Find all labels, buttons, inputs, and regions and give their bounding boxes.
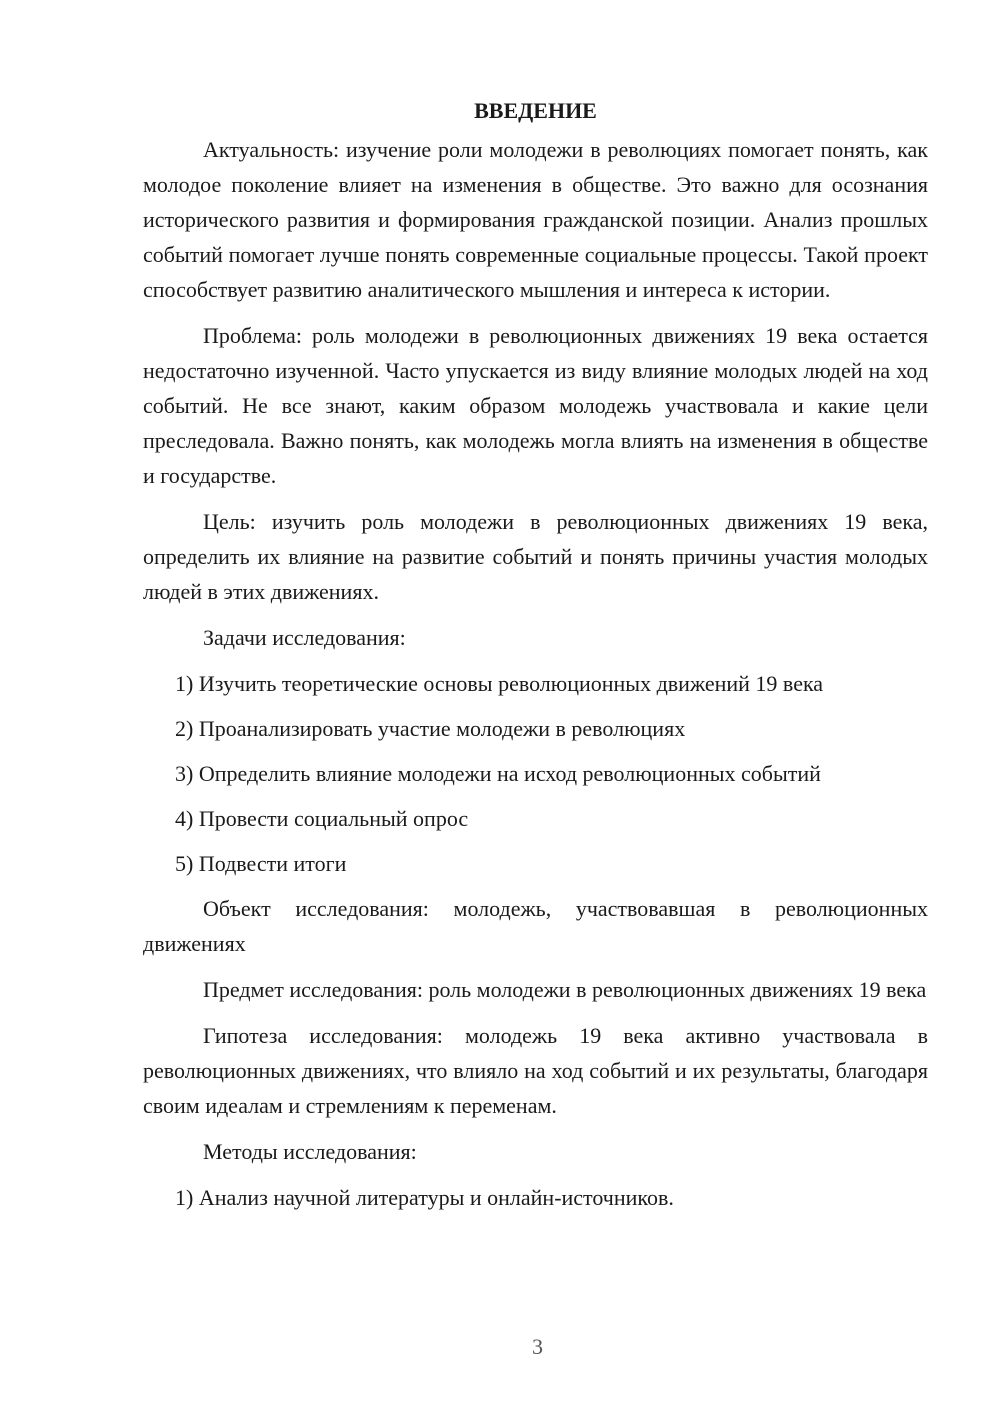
methods-heading: Методы исследования: — [203, 1139, 417, 1164]
page-content — [143, 93, 928, 1225]
page-number: 3 — [532, 1334, 543, 1359]
task-item: 2) Проанализировать участие молодежи в революциях — [175, 716, 686, 741]
method-item: 1) Анализ научной литературы и онлайн-источников. — [175, 1185, 674, 1210]
object-paragraph: Объект исследования: молодежь, участвовавшая в революционных движениях — [143, 896, 928, 956]
task-item: 3) Определить влияние молодежи на исход революционных событий — [175, 761, 821, 786]
section-title: ВВЕДЕНИЕ — [474, 98, 597, 123]
tasks-heading: Задачи исследования: — [203, 625, 406, 650]
task-item: 1) Изучить теоретические основы революционных движений 19 века — [175, 671, 824, 696]
goal-paragraph: Цель: изучить роль молодежи в революционных движениях 19 века, определить их влияние на развитие событий и понять причины участия молодых людей в этих движениях. — [143, 509, 928, 604]
subject-paragraph: Предмет исследования: роль молодежи в революционных движениях 19 века — [203, 977, 927, 1002]
methods-list — [143, 1180, 928, 1215]
problem-paragraph: Проблема: роль молодежи в революционных движениях 19 века остается недостаточно изученной. Часто упускается из виду влияние молодых людей на ход событий. Не все знают, каким образом молодежь участвовала и какие цели преследовала. Важно понять, как молодежь могла влиять на изменения в обществе и государстве. — [143, 323, 928, 488]
hypothesis-paragraph: Гипотеза исследования: молодежь 19 века активно участвовала в революционных движениях, что влияло на ход событий и их результаты, благодаря своим идеалам и стремлениям к переменам. — [143, 1023, 928, 1118]
relevance-paragraph: Актуальность: изучение роли молодежи в революциях помогает понять, как молодое поколение влияет на изменения в обществе. Это важно для осознания исторического развития и формирования гражданской позиции. Анализ прошлых событий помогает лучше понять современные социальные процессы. Такой проект способствует развитию аналитического мышления и интереса к истории. — [143, 137, 928, 302]
tasks-list — [143, 666, 928, 881]
task-item: 5) Подвести итоги — [175, 851, 347, 876]
task-item: 4) Провести социальный опрос — [175, 806, 469, 831]
